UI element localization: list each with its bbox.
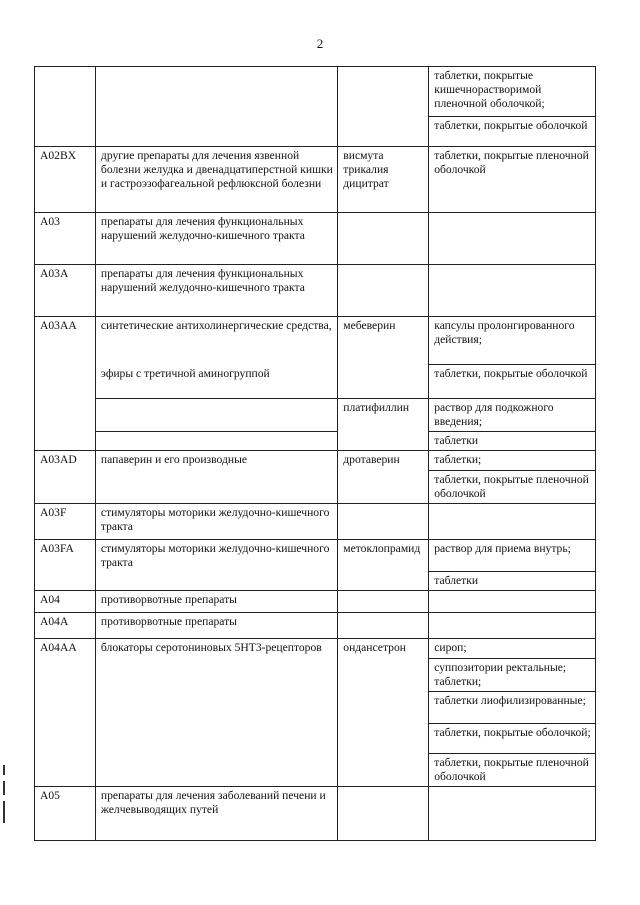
cell-code: A03AD: [35, 451, 96, 504]
cell-form: таблетки, покрытые пленочной оболочкой: [429, 754, 596, 787]
cell-form: таблетки;: [429, 451, 596, 471]
scan-artifact: [3, 765, 6, 835]
cell-name: эфиры с третичной аминогруппой: [95, 365, 337, 399]
cell-drug: [338, 213, 429, 265]
cell-form: [429, 213, 596, 265]
cell-code: [35, 67, 96, 147]
table-row: [35, 540, 596, 572]
table-row: [35, 591, 596, 613]
cell-name: [95, 67, 337, 147]
cell-name: препараты для лечения заболеваний печени и желчевыводящих путей: [95, 787, 337, 841]
cell-drug: висмута трикалия дицитрат: [338, 147, 429, 213]
table-row: [35, 213, 596, 265]
cell-name: синтетические антихолинергические средства,: [95, 317, 337, 365]
cell-code: A05: [35, 787, 96, 841]
cell-form: таблетки, покрытые оболочкой: [429, 365, 596, 399]
cell-name: стимуляторы моторики желудочно-кишечного тракта: [95, 504, 337, 540]
cell-form: таблетки, покрытые кишечнорастворимой пленочной оболочкой;: [429, 67, 596, 117]
cell-code: A03AA: [35, 317, 96, 451]
cell-drug: [338, 265, 429, 317]
cell-drug: [338, 504, 429, 540]
cell-drug: платифиллин: [338, 399, 429, 451]
cell-name: препараты для лечения функциональных нарушений желудочно-кишечного тракта: [95, 265, 337, 317]
cell-name: стимуляторы моторики желудочно-кишечного тракта: [95, 540, 337, 591]
table-row: [35, 399, 596, 432]
cell-form: [429, 591, 596, 613]
table-row: [35, 451, 596, 471]
cell-name: [95, 432, 337, 451]
cell-form: таблетки, покрытые оболочкой;: [429, 724, 596, 754]
cell-drug: ондансетрон: [338, 639, 429, 787]
cell-drug: мебеверин: [338, 317, 429, 399]
cell-form: таблетки, покрытые пленочной оболочкой: [429, 471, 596, 504]
table-row: [35, 147, 596, 213]
cell-name: препараты для лечения функциональных нарушений желудочно-кишечного тракта: [95, 213, 337, 265]
cell-form: сироп;: [429, 639, 596, 659]
table-row: [35, 265, 596, 317]
cell-name: противорвотные препараты: [95, 591, 337, 613]
table-row: [35, 67, 596, 117]
cell-drug: [338, 591, 429, 613]
cell-drug: метоклопрамид: [338, 540, 429, 591]
cell-code: A03A: [35, 265, 96, 317]
drug-table: [34, 66, 596, 841]
cell-form: таблетки, покрытые пленочной оболочкой: [429, 147, 596, 213]
cell-code: A03: [35, 213, 96, 265]
cell-form: капсулы пролонгированного действия;: [429, 317, 596, 365]
cell-name: [95, 399, 337, 432]
cell-form: таблетки: [429, 432, 596, 451]
cell-code: A03FA: [35, 540, 96, 591]
cell-name: блокаторы серотониновых 5HT3-рецепторов: [95, 639, 337, 787]
page-number: 2: [316, 36, 324, 51]
cell-drug: [338, 787, 429, 841]
cell-form: [429, 265, 596, 317]
cell-code: A04A: [35, 613, 96, 639]
cell-form: [429, 787, 596, 841]
cell-form: раствор для подкожного введения;: [429, 399, 596, 432]
table-row: [35, 317, 596, 365]
cell-form: [429, 504, 596, 540]
cell-form: суппозитории ректальные; таблетки;: [429, 659, 596, 692]
cell-drug: [338, 613, 429, 639]
cell-name: противорвотные препараты: [95, 613, 337, 639]
table-row: [35, 787, 596, 841]
cell-drug: дротаверин: [338, 451, 429, 504]
table-row: [35, 365, 596, 399]
cell-form: таблетки, покрытые оболочкой: [429, 117, 596, 147]
cell-code: A02BX: [35, 147, 96, 213]
cell-drug: [338, 67, 429, 147]
cell-code: A04: [35, 591, 96, 613]
cell-form: раствор для приема внутрь;: [429, 540, 596, 572]
cell-form: [429, 613, 596, 639]
cell-form: таблетки: [429, 572, 596, 591]
table-row: [35, 504, 596, 540]
table-row: [35, 432, 596, 451]
cell-code: A04AA: [35, 639, 96, 787]
table-row: [35, 613, 596, 639]
cell-name: другие препараты для лечения язвенной болезни желудка и двенадцатиперстной кишки и гастроэзофагеальной рефлюксной болезни: [95, 147, 337, 213]
table-row: [35, 639, 596, 659]
cell-form: таблетки лиофилизированные;: [429, 692, 596, 724]
cell-name: папаверин и его производные: [95, 451, 337, 504]
cell-code: A03F: [35, 504, 96, 540]
